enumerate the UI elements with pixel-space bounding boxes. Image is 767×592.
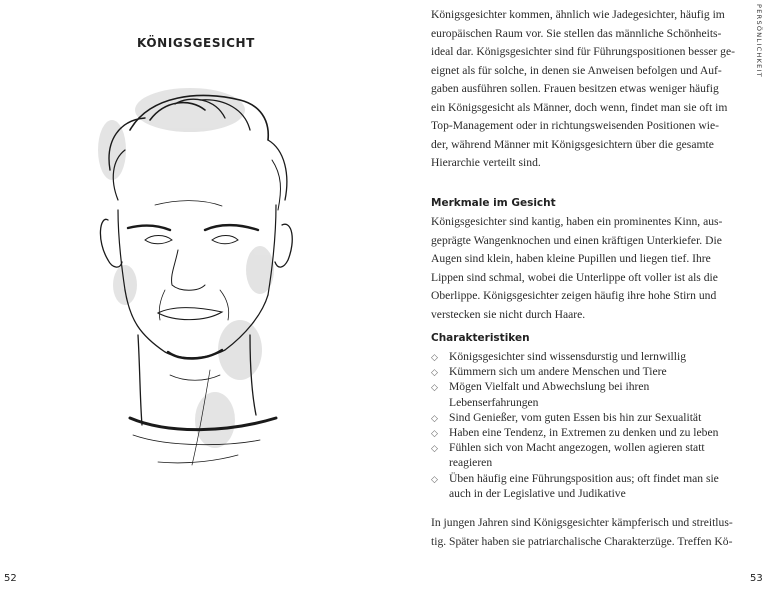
features-line: Oberlippe. Königsgesichter zeigen häufig ihre hohe Stirn und — [431, 289, 717, 302]
intro-line: europäischen Raum vor. Sie stellen das männliche Schönheits- — [431, 26, 722, 40]
page-number: 53 — [750, 573, 763, 584]
features-line: Lippen sind schmal, wobei die Unterlippe oft voller ist als die — [431, 270, 718, 284]
face-sketch-icon — [0, 0, 383, 520]
list-item-continuation: reagieren — [449, 456, 493, 470]
closing-line: tig. Später haben sie patriarchalische Charakterzüge. Treffen Kö- — [431, 534, 733, 548]
intro-line: Top-Management oder in richtungsweisenden Positionen wie- — [431, 119, 719, 132]
page-number: 52 — [4, 573, 17, 584]
intro-line: gaben ausführen sollen. Frauen besitzen etwas weniger häufig — [431, 82, 719, 95]
diamond-bullet-icon: ◇ — [431, 352, 438, 362]
list-item: ◇ Fühlen sich von Macht angezogen, wollen agieren statt — [431, 441, 705, 455]
features-line: verstecken sie nicht durch Haare. — [431, 307, 586, 321]
diamond-bullet-icon: ◇ — [431, 412, 438, 423]
intro-line: ein Königsgesicht als Männer, doch wenn, findet man sie oft im — [431, 100, 728, 114]
traits-heading: Charakteristiken — [431, 332, 530, 344]
page-title: KÖNIGSGESICHT — [137, 36, 255, 50]
list-item-continuation: auch in der Legislative und Judikative — [449, 486, 626, 500]
intro-line: der, während Männer mit Königsgesichtern über die gesamte — [431, 137, 714, 151]
features-line: Königsgesichter sind kantig, haben ein prominentes Kinn, aus- — [431, 215, 723, 228]
intro-line: ideal dar. Königsgesichter sind für Führungspositionen besser ge- — [431, 45, 735, 58]
running-head: PERSÖNLICHKEIT — [755, 4, 763, 79]
features-heading: Merkmale im Gesicht — [431, 197, 556, 209]
intro-line: Hierarchie verteilt sind. — [431, 156, 541, 169]
list-item: ◇ Kümmern sich um andere Menschen und Tiere — [431, 365, 667, 379]
list-item: ◇ Königsgesichter sind wissensdurstig und lernwillig — [431, 350, 687, 363]
features-line: geprägte Wangenknochen und einen kräftigen Unterkiefer. Die — [431, 233, 722, 247]
list-item: ◇ Üben häufig eine Führungsposition aus; oft findet man sie — [431, 471, 719, 485]
diamond-bullet-icon: ◇ — [431, 443, 438, 454]
intro-line: eignet als für solche, in denen sie Anweisen befolgen und Auf- — [431, 63, 722, 77]
list-item: ◇ Sind Genießer, vom guten Essen bis hin zur Sexualität — [431, 410, 702, 424]
diamond-bullet-icon: ◇ — [431, 382, 438, 393]
closing-line: In jungen Jahren sind Königsgesichter kämpferisch und streitlus- — [431, 516, 733, 529]
diamond-bullet-icon: ◇ — [431, 473, 438, 484]
list-item: ◇ Haben eine Tendenz, in Extremen zu denken und zu leben — [431, 426, 719, 439]
intro-line: Königsgesichter kommen, ähnlich wie Jadegesichter, häufig im — [431, 8, 725, 21]
diamond-bullet-icon: ◇ — [431, 367, 438, 378]
left-page — [0, 0, 383, 592]
list-item-continuation: Lebenserfahrungen — [449, 395, 539, 409]
features-line: Augen sind klein, haben kleine Pupillen und liegen tief. Ihre — [431, 252, 711, 265]
list-item: ◇ Mögen Vielfalt und Abwechslung bei ihren — [431, 380, 650, 394]
diamond-bullet-icon: ◇ — [431, 428, 438, 438]
